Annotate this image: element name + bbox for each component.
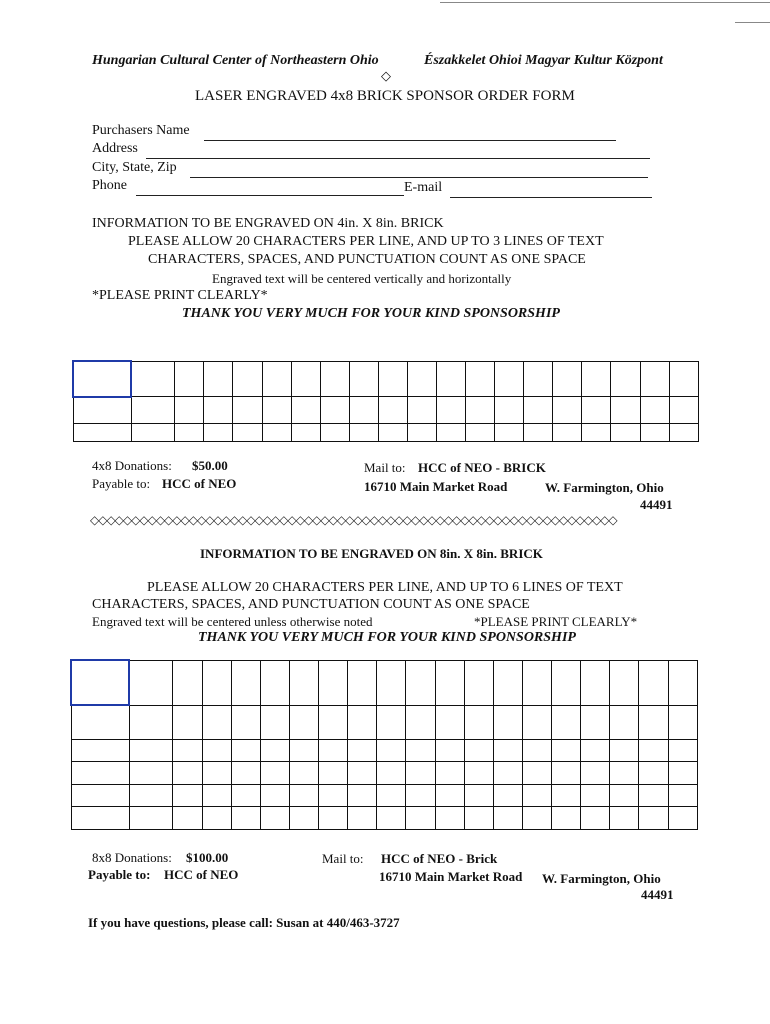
grid-8x8-cell[interactable] (319, 660, 348, 705)
grid-8x8-cell[interactable] (435, 660, 464, 705)
grid-8x8-cell[interactable] (71, 660, 129, 705)
grid-8x8-cell[interactable] (639, 784, 668, 807)
grid-4x8-cell[interactable] (640, 361, 669, 397)
grid-8x8-cell[interactable] (522, 660, 551, 705)
grid-4x8-cell[interactable] (175, 397, 204, 424)
grid-8x8-cell[interactable] (464, 739, 493, 762)
grid-8x8-cell[interactable] (406, 739, 435, 762)
grid-8x8-cell[interactable] (406, 705, 435, 739)
mail-zip-2: 44491 (641, 887, 674, 902)
grid-8x8-cell[interactable] (260, 660, 289, 705)
grid-8x8-cell[interactable] (610, 660, 639, 705)
section2-print-clearly: *PLEASE PRINT CLEARLY* (474, 614, 638, 629)
section2-instruction-3: Engraved text will be centered unless otherwise noted (92, 614, 373, 629)
grid-4x8-row (73, 397, 699, 424)
grid-4x8-cell[interactable] (553, 361, 582, 397)
grid-4x8-cell[interactable] (611, 361, 640, 397)
mail-label-1: Mail to: (364, 460, 406, 475)
form-title: LASER ENGRAVED 4x8 BRICK SPONSOR ORDER FORM (195, 88, 575, 104)
grid-8x8-cell[interactable] (668, 739, 697, 762)
grid-8x8-cell[interactable] (493, 784, 522, 807)
grid-8x8-cell[interactable] (668, 784, 697, 807)
grid-8x8-cell[interactable] (319, 784, 348, 807)
grid-8x8-cell[interactable] (173, 784, 202, 807)
phone-label: Phone (92, 178, 127, 193)
engraving-grid-8x8 (70, 659, 698, 830)
grid-8x8-cell[interactable] (289, 807, 318, 830)
grid-8x8-cell[interactable] (668, 807, 697, 830)
grid-8x8-cell[interactable] (231, 762, 260, 785)
org-name-english: Hungarian Cultural Center of Northeastern Ohio (92, 53, 379, 68)
grid-8x8-cell[interactable] (552, 807, 581, 830)
section2-instruction-1: PLEASE ALLOW 20 CHARACTERS PER LINE, AND UP TO 6 LINES OF TEXT (147, 580, 623, 595)
section1-thanks: THANK YOU VERY MUCH FOR YOUR KIND SPONSORSHIP (182, 306, 560, 321)
grid-8x8-cell[interactable] (552, 739, 581, 762)
grid-4x8-cell[interactable] (73, 397, 131, 424)
mail-name-2: HCC of NEO - Brick (381, 851, 498, 866)
mail-city-1: W. Farmington, Ohio (545, 480, 664, 495)
section1-print-clearly: *PLEASE PRINT CLEARLY* (92, 288, 268, 303)
grid-8x8-cell[interactable] (231, 784, 260, 807)
grid-8x8-cell[interactable] (464, 807, 493, 830)
grid-4x8-cell[interactable] (291, 361, 320, 397)
grid-8x8-cell[interactable] (581, 807, 610, 830)
grid-8x8-cell[interactable] (377, 660, 406, 705)
grid-8x8-cell[interactable] (348, 762, 377, 785)
grid-8x8-cell[interactable] (464, 762, 493, 785)
grid-8x8-row (71, 762, 698, 785)
grid-8x8-cell[interactable] (493, 660, 522, 705)
grid-4x8-cell[interactable] (204, 361, 233, 397)
grid-4x8-cell[interactable] (131, 361, 175, 397)
diamond-separator: ◇◇◇◇◇◇◇◇◇◇◇◇◇◇◇◇◇◇◇◇◇◇◇◇◇◇◇◇◇◇◇◇◇◇◇◇◇◇◇◇◇◇◇◇◇◇◇◇◇◇◇◇◇◇◇◇◇◇◇◇◇◇◇◇ (90, 513, 617, 527)
mail-street-2: 16710 Main Market Road (379, 869, 523, 884)
section1-instruction-1: PLEASE ALLOW 20 CHARACTERS PER LINE, AND UP TO 3 LINES OF TEXT (128, 234, 604, 249)
grid-8x8-cell[interactable] (639, 807, 668, 830)
grid-8x8-cell[interactable] (639, 762, 668, 785)
donation-8x8-label: 8x8 Donations: (92, 850, 172, 865)
grid-8x8-cell[interactable] (202, 762, 231, 785)
grid-8x8-cell[interactable] (231, 660, 260, 705)
grid-8x8-cell[interactable] (610, 807, 639, 830)
grid-8x8-row (71, 807, 698, 830)
scan-edge-mark-2 (735, 22, 770, 23)
grid-4x8-cell[interactable] (524, 397, 553, 424)
grid-8x8-row (71, 739, 698, 762)
grid-4x8-cell[interactable] (378, 424, 407, 442)
grid-8x8-cell[interactable] (522, 705, 551, 739)
grid-4x8-cell[interactable] (495, 424, 524, 442)
grid-8x8-cell[interactable] (581, 739, 610, 762)
section1-instruction-3: Engraved text will be centered vertically and horizontally (212, 271, 512, 286)
grid-4x8-cell[interactable] (524, 424, 553, 442)
donation-4x8-label: 4x8 Donations: (92, 458, 172, 473)
grid-4x8-cell[interactable] (320, 361, 349, 397)
grid-8x8-cell[interactable] (406, 762, 435, 785)
grid-4x8-cell[interactable] (640, 424, 669, 442)
grid-4x8-cell[interactable] (437, 424, 466, 442)
grid-4x8-cell[interactable] (204, 424, 233, 442)
grid-4x8-cell[interactable] (466, 361, 495, 397)
grid-4x8-cell[interactable] (320, 397, 349, 424)
grid-4x8-cell[interactable] (640, 397, 669, 424)
grid-8x8-cell[interactable] (377, 739, 406, 762)
grid-8x8-cell[interactable] (129, 762, 173, 785)
grid-8x8-cell[interactable] (435, 705, 464, 739)
grid-8x8-cell[interactable] (522, 739, 551, 762)
grid-8x8-cell[interactable] (202, 807, 231, 830)
grid-8x8-cell[interactable] (129, 807, 173, 830)
grid-8x8-cell[interactable] (668, 660, 697, 705)
payable-value-2: HCC of NEO (164, 867, 239, 882)
grid-8x8-cell[interactable] (71, 739, 129, 762)
grid-4x8-cell[interactable] (582, 397, 611, 424)
grid-8x8-cell[interactable] (260, 762, 289, 785)
grid-4x8-row (73, 361, 699, 397)
grid-8x8-cell[interactable] (610, 762, 639, 785)
grid-8x8-cell[interactable] (231, 739, 260, 762)
grid-8x8-cell[interactable] (552, 762, 581, 785)
grid-8x8-cell[interactable] (610, 705, 639, 739)
grid-4x8-cell[interactable] (233, 397, 262, 424)
grid-8x8-cell[interactable] (71, 784, 129, 807)
grid-4x8-cell[interactable] (349, 361, 378, 397)
grid-8x8-cell[interactable] (71, 705, 129, 739)
address-field[interactable] (146, 158, 650, 159)
grid-4x8-cell[interactable] (378, 397, 407, 424)
grid-8x8-row (71, 660, 698, 705)
grid-8x8-cell[interactable] (493, 739, 522, 762)
engraving-grid-4x8 (72, 360, 699, 442)
grid-4x8-cell[interactable] (262, 424, 291, 442)
grid-8x8-cell[interactable] (552, 660, 581, 705)
grid-8x8-cell[interactable] (231, 705, 260, 739)
grid-8x8-cell[interactable] (173, 762, 202, 785)
grid-8x8-cell[interactable] (493, 807, 522, 830)
city-state-zip-field[interactable] (190, 177, 648, 178)
grid-4x8-cell[interactable] (407, 361, 436, 397)
grid-8x8-cell[interactable] (406, 660, 435, 705)
grid-4x8-cell[interactable] (437, 361, 466, 397)
payable-value-1: HCC of NEO (162, 476, 237, 491)
scan-edge-mark (440, 2, 770, 3)
grid-8x8-cell[interactable] (129, 784, 173, 807)
grid-4x8-cell[interactable] (204, 397, 233, 424)
grid-8x8-cell[interactable] (668, 762, 697, 785)
grid-4x8-cell[interactable] (131, 397, 175, 424)
grid-4x8-cell[interactable] (669, 397, 698, 424)
grid-8x8-cell[interactable] (406, 784, 435, 807)
grid-8x8-cell[interactable] (610, 739, 639, 762)
grid-4x8-cell[interactable] (524, 361, 553, 397)
grid-8x8-cell[interactable] (260, 739, 289, 762)
donation-8x8-amount: $100.00 (186, 850, 229, 865)
mail-label-2: Mail to: (322, 851, 364, 866)
grid-8x8-cell[interactable] (639, 705, 668, 739)
grid-4x8-row (73, 424, 699, 442)
grid-8x8-cell[interactable] (581, 762, 610, 785)
grid-8x8-cell[interactable] (289, 660, 318, 705)
grid-8x8-cell[interactable] (639, 660, 668, 705)
grid-4x8-cell[interactable] (582, 424, 611, 442)
city-state-zip-label: City, State, Zip (92, 160, 177, 175)
donation-4x8-amount: $50.00 (192, 458, 228, 473)
grid-4x8-cell[interactable] (233, 361, 262, 397)
grid-4x8-cell[interactable] (131, 424, 175, 442)
grid-4x8-cell[interactable] (669, 361, 698, 397)
grid-8x8-cell[interactable] (348, 705, 377, 739)
mail-street-1: 16710 Main Market Road (364, 479, 508, 494)
grid-4x8-cell[interactable] (437, 397, 466, 424)
grid-8x8-cell[interactable] (435, 807, 464, 830)
grid-4x8-cell[interactable] (553, 397, 582, 424)
email-label: E-mail (404, 180, 443, 195)
grid-8x8-cell[interactable] (552, 705, 581, 739)
grid-8x8-cell[interactable] (319, 739, 348, 762)
grid-8x8-cell[interactable] (202, 784, 231, 807)
grid-8x8-cell[interactable] (493, 705, 522, 739)
grid-8x8-cell[interactable] (173, 807, 202, 830)
grid-8x8-cell[interactable] (71, 762, 129, 785)
email-field[interactable] (450, 197, 652, 198)
grid-8x8-cell[interactable] (289, 739, 318, 762)
grid-8x8-cell[interactable] (610, 784, 639, 807)
mail-name-1: HCC of NEO - BRICK (418, 460, 546, 475)
grid-8x8-cell[interactable] (668, 705, 697, 739)
grid-8x8-cell[interactable] (319, 807, 348, 830)
grid-8x8-cell[interactable] (202, 660, 231, 705)
grid-8x8-cell[interactable] (202, 739, 231, 762)
grid-4x8-cell[interactable] (553, 424, 582, 442)
grid-8x8-cell[interactable] (348, 807, 377, 830)
grid-8x8-cell[interactable] (173, 660, 202, 705)
grid-8x8-cell[interactable] (435, 762, 464, 785)
grid-8x8-cell[interactable] (522, 784, 551, 807)
grid-8x8-cell[interactable] (348, 660, 377, 705)
grid-4x8-cell[interactable] (407, 397, 436, 424)
grid-8x8-row (71, 784, 698, 807)
grid-8x8-cell[interactable] (552, 784, 581, 807)
footer-contact: If you have questions, please call: Susan at 440/463-3727 (88, 915, 400, 930)
grid-4x8-cell[interactable] (611, 424, 640, 442)
grid-8x8-cell[interactable] (129, 739, 173, 762)
grid-4x8-cell[interactable] (262, 361, 291, 397)
grid-8x8-cell[interactable] (202, 705, 231, 739)
grid-8x8-cell[interactable] (435, 739, 464, 762)
grid-8x8-cell[interactable] (260, 784, 289, 807)
grid-4x8-cell[interactable] (175, 361, 204, 397)
grid-4x8-cell[interactable] (262, 397, 291, 424)
payable-label-1: Payable to: (92, 476, 151, 491)
grid-8x8-cell[interactable] (464, 705, 493, 739)
grid-8x8-row (71, 705, 698, 739)
grid-8x8-cell[interactable] (289, 762, 318, 785)
purchaser-name-label: Purchasers Name (92, 123, 190, 138)
grid-4x8-cell[interactable] (466, 424, 495, 442)
grid-4x8-cell[interactable] (73, 424, 131, 442)
grid-8x8-cell[interactable] (435, 784, 464, 807)
grid-4x8-cell[interactable] (291, 424, 320, 442)
grid-8x8-cell[interactable] (129, 705, 173, 739)
grid-4x8-cell[interactable] (466, 397, 495, 424)
grid-4x8-cell[interactable] (378, 361, 407, 397)
section1-heading: INFORMATION TO BE ENGRAVED ON 4in. X 8in. BRICK (92, 216, 444, 231)
mail-city-2: W. Farmington, Ohio (542, 871, 661, 886)
header-divider-icon: ◇ (381, 68, 391, 83)
grid-4x8-cell[interactable] (349, 397, 378, 424)
grid-4x8-cell[interactable] (669, 424, 698, 442)
grid-8x8-cell[interactable] (377, 705, 406, 739)
grid-8x8-cell[interactable] (260, 705, 289, 739)
address-label: Address (92, 141, 138, 156)
grid-4x8-cell[interactable] (582, 361, 611, 397)
grid-8x8-cell[interactable] (348, 739, 377, 762)
grid-8x8-cell[interactable] (348, 784, 377, 807)
grid-4x8-cell[interactable] (73, 361, 131, 397)
grid-8x8-cell[interactable] (260, 807, 289, 830)
grid-8x8-cell[interactable] (173, 705, 202, 739)
grid-8x8-cell[interactable] (406, 807, 435, 830)
grid-4x8-cell[interactable] (407, 424, 436, 442)
grid-8x8-cell[interactable] (289, 784, 318, 807)
grid-8x8-cell[interactable] (581, 660, 610, 705)
grid-4x8-cell[interactable] (495, 397, 524, 424)
grid-8x8-cell[interactable] (71, 807, 129, 830)
grid-8x8-cell[interactable] (464, 784, 493, 807)
grid-8x8-cell[interactable] (377, 807, 406, 830)
grid-4x8-cell[interactable] (611, 397, 640, 424)
grid-8x8-cell[interactable] (377, 784, 406, 807)
grid-8x8-cell[interactable] (522, 807, 551, 830)
grid-4x8-cell[interactable] (320, 424, 349, 442)
mail-zip-1: 44491 (640, 497, 673, 512)
payable-label-2: Payable to: (88, 867, 151, 882)
section2-heading: INFORMATION TO BE ENGRAVED ON 8in. X 8in. BRICK (200, 546, 543, 561)
grid-4x8-cell[interactable] (495, 361, 524, 397)
grid-4x8-cell[interactable] (291, 397, 320, 424)
grid-8x8-cell[interactable] (639, 739, 668, 762)
grid-8x8-cell[interactable] (522, 762, 551, 785)
grid-8x8-cell[interactable] (319, 762, 348, 785)
section1-instruction-2: CHARACTERS, SPACES, AND PUNCTUATION COUNT AS ONE SPACE (148, 252, 586, 267)
section2-thanks: THANK YOU VERY MUCH FOR YOUR KIND SPONSORSHIP (198, 630, 576, 645)
grid-8x8-cell[interactable] (377, 762, 406, 785)
org-name-hungarian: Északkelet Ohioi Magyar Kultur Központ (424, 53, 663, 68)
section2-instruction-2: CHARACTERS, SPACES, AND PUNCTUATION COUNT AS ONE SPACE (92, 597, 530, 612)
grid-8x8-cell[interactable] (289, 705, 318, 739)
grid-4x8-cell[interactable] (349, 424, 378, 442)
grid-8x8-cell[interactable] (231, 807, 260, 830)
grid-8x8-cell[interactable] (173, 739, 202, 762)
grid-8x8-cell[interactable] (493, 762, 522, 785)
grid-8x8-cell[interactable] (581, 705, 610, 739)
phone-field[interactable] (136, 195, 404, 196)
grid-8x8-cell[interactable] (581, 784, 610, 807)
grid-8x8-cell[interactable] (464, 660, 493, 705)
grid-4x8-cell[interactable] (233, 424, 262, 442)
purchaser-name-field[interactable] (204, 140, 616, 141)
grid-4x8-cell[interactable] (175, 424, 204, 442)
grid-8x8-cell[interactable] (319, 705, 348, 739)
grid-8x8-cell[interactable] (129, 660, 173, 705)
